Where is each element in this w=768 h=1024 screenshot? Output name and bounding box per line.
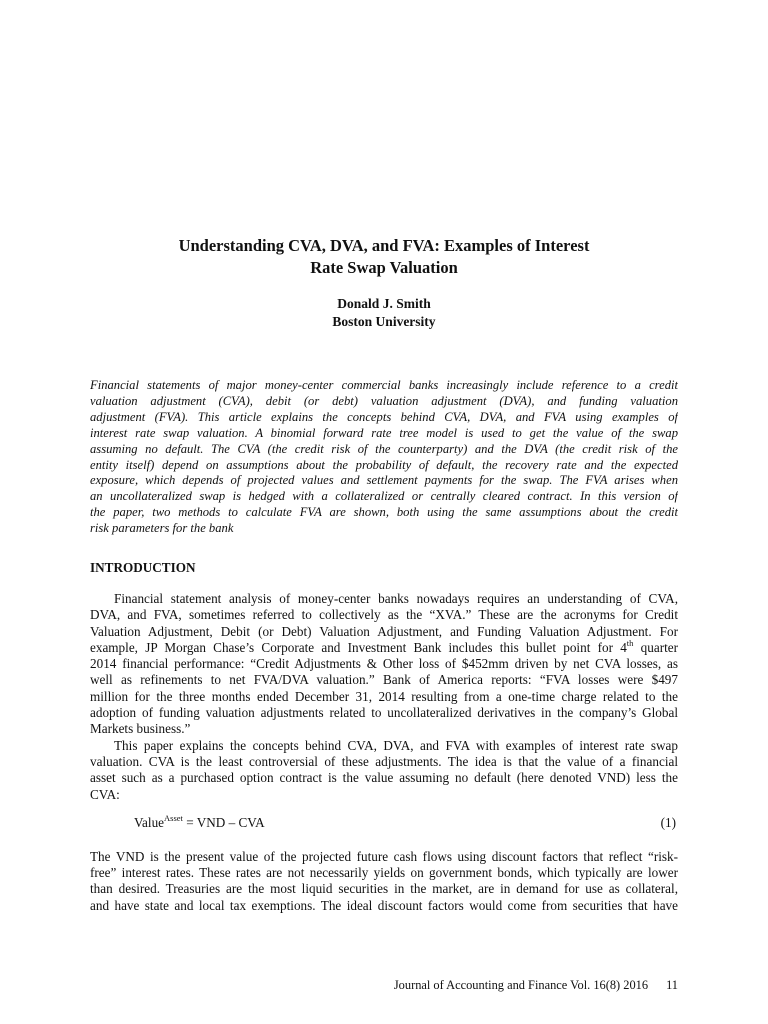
abstract-line: assuming no default. The CVA (the credit risk of the counterparty) and the DVA (the credit risk of the [90,441,678,456]
abstract-line: an uncollateralized swap is hedged with a collateralized or centrally cleared contract. In this version of [90,489,678,504]
abstract-line: the paper, two methods to calculate FVA are shown, both using the same assumptions about the credit [90,505,678,520]
abstract-line: Financial statements of major money-center commercial banks increasingly include reference to a credit [90,378,678,392]
abstract-line: valuation adjustment (CVA), debit (or debt) valuation adjustment (DVA), and funding valuation [90,393,678,408]
paragraph-line-with-superscript [90,640,678,656]
equation-1 [90,809,678,843]
author-block [90,295,678,331]
paragraph-line: This paper explains the concepts behind CVA, DVA, and FVA with examples of interest rate swap [114,737,678,753]
paragraph-line: asset such as a purchased option contract is the value assuming no default (here denoted VND) less the [90,770,678,786]
ordinal-superscript: th [626,639,634,648]
equation-superscript: Asset [164,812,183,823]
paragraph-line: free” interest rates. These rates are not necessarily yields on government bonds, which typically are lower [90,865,678,881]
paragraph-line: DVA, and FVA, sometimes referred to collectively as the “XVA.” These are the acronyms for Credit [90,607,678,623]
paragraph-1 [90,591,678,738]
paragraph-line-text: example, JP Morgan Chase’s Corporate and Investment Bank includes this bullet point for 4 [90,639,627,655]
page-footer [394,978,678,993]
paragraph-line: million for the three months ended December 31, 2014 resulting from a one-time charge related to the [90,688,678,704]
title-line-2: Rate Swap Valuation [310,258,458,277]
footer-journal: Journal of Accounting and Finance Vol. 16(8) 2016 [393,978,649,992]
equation-expression [134,812,265,831]
paragraph-line: Markets business.” [90,721,191,737]
paragraph-line: CVA: [90,786,120,802]
section-heading-introduction: INTRODUCTION [90,560,196,575]
abstract-line: exposure, which depends of projected values and settlement payments for the swap. The FVA arises when [90,473,678,488]
paragraph-line: adoption of funding valuation adjustments related to uncollateralized derivatives in the company’s Global [90,705,678,721]
paper-title [90,235,678,279]
paragraph-line: well as refinements to net FVA/DVA valuation.” Bank of America reports: “FVA losses were $497 [90,672,678,688]
introduction-body [90,591,678,914]
paragraph-line-tail: quarter [633,639,678,655]
paragraph-line: Financial statement analysis of money-center banks nowadays requires an understanding of CVA, [114,591,678,606]
equation-rhs: = VND – CVA [182,814,265,830]
page-number: 11 [666,978,678,992]
paragraph-line: and have state and local tax exemptions. The ideal discount factors would come from securities that have [90,897,678,913]
author-name: Donald J. Smith [337,296,431,311]
paragraph-2 [90,738,678,803]
abstract-line: risk parameters for the bank [90,521,234,536]
author-affiliation: Boston University [332,314,436,329]
paragraph-line: 2014 financial performance: “Credit Adjustments & Other loss of $452mm driven by net CVA losses, as [90,656,678,672]
paragraph-3 [90,849,678,914]
title-line-1: Understanding CVA, DVA, and FVA: Examples of Interest [178,236,590,255]
paragraph-line: Valuation Adjustment, Debit (or Debt) Valuation Adjustment, and Funding Valuation Adjustment. For [90,623,678,639]
abstract-line: entity itself) depend on assumptions about the probability of default, the recovery rate and the expected [90,457,678,472]
equation-lhs: Value [134,814,165,830]
paragraph-line: than desired. Treasuries are the most liquid securities in the market, are in demand for use as collateral, [90,881,678,897]
paragraph-line: The VND is the present value of the projected future cash flows using discount factors that reflect “risk- [90,848,678,864]
abstract-line: adjustment (FVA). This article explains the concepts behind CVA, DVA, and FVA using examples of [90,409,678,424]
abstract [90,378,678,537]
paragraph-line: valuation. CVA is the least controversial of these adjustments. The idea is that the value of a financial [90,753,678,769]
equation-number: (1) [660,814,676,830]
abstract-line: interest rate swap valuation. A binomial forward rate tree model is used to get the value of the swap [90,425,678,440]
